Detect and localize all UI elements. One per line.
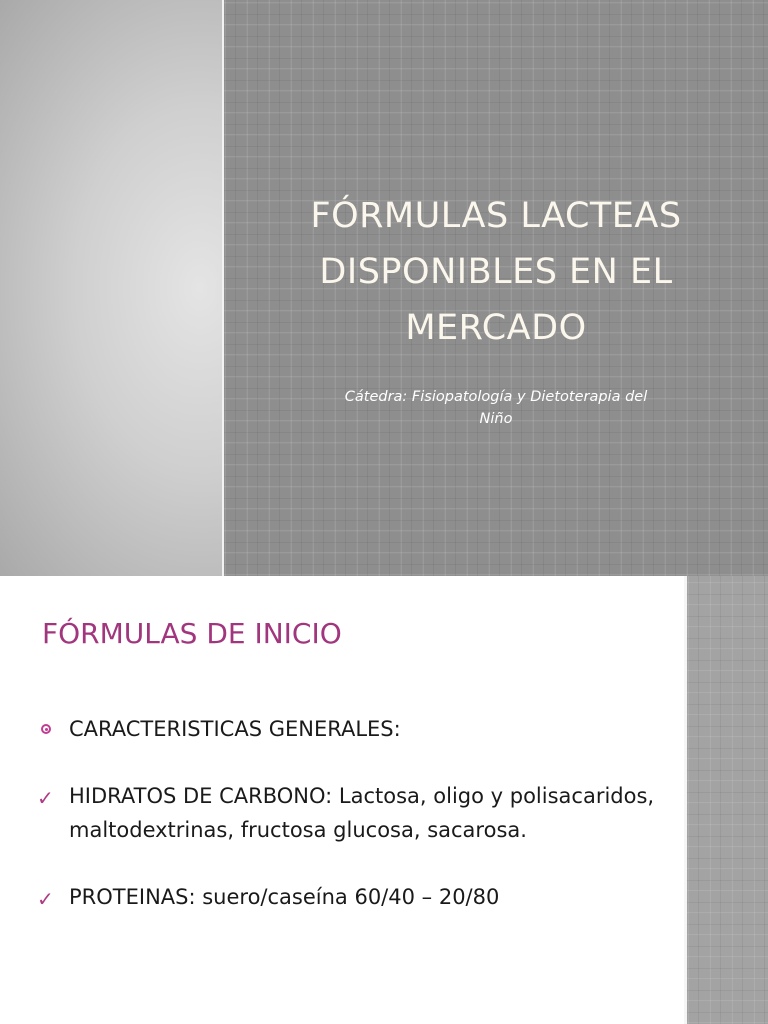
- bullet-text: CARACTERISTICAS GENERALES:: [69, 717, 401, 741]
- slide-title-line-3: MERCADO: [405, 308, 587, 348]
- slide-title: [240, 188, 752, 356]
- slide-right-panel: [224, 0, 768, 576]
- slide-side-strip: [684, 576, 768, 1024]
- check-icon: ✓: [37, 887, 54, 911]
- slide-subtitle: [264, 386, 728, 430]
- bullet-text: PROTEINAS: suero/caseína 60/40 – 20/80: [69, 885, 500, 909]
- list-item: [36, 712, 676, 746]
- slide-title-line-1: FÓRMULAS LACTEAS: [310, 196, 682, 236]
- content-slide-title: FÓRMULAS DE INICIO: [42, 617, 342, 650]
- check-icon: ✓: [37, 786, 54, 810]
- bullet-text: HIDRATOS DE CARBONO: Lactosa, oligo y polisacaridos, maltodextrinas, fructosa glucosa, sacarosa.: [69, 784, 655, 842]
- list-item: [36, 779, 676, 847]
- list-item: [36, 880, 676, 914]
- slide-title-line-2: DISPONIBLES EN EL: [319, 252, 673, 292]
- slide-left-panel: [0, 0, 224, 576]
- slide-subtitle-line-2: Niño: [479, 411, 513, 427]
- bullet-list: [36, 712, 676, 914]
- slide-subtitle-line-1: Cátedra: Fisiopatología y Dietoterapia del: [344, 389, 648, 405]
- circle-bullet-icon: [36, 712, 60, 746]
